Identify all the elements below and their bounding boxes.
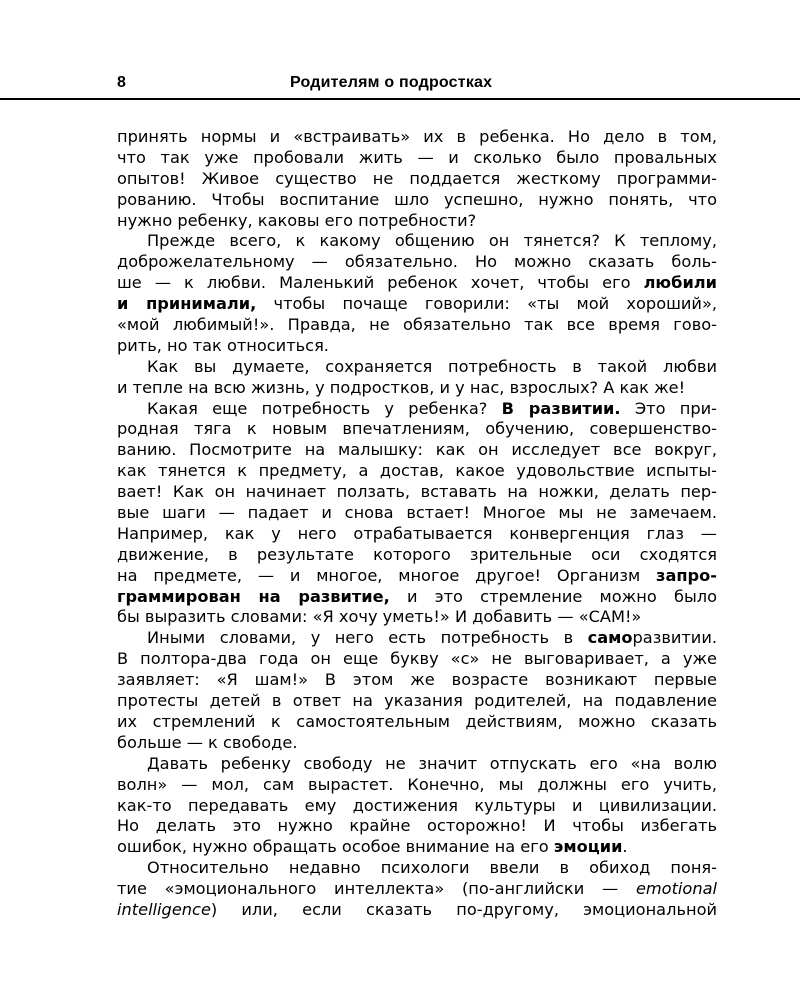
bold-run: и принимали, xyxy=(117,294,257,314)
text-run: . xyxy=(622,837,628,857)
text-line: В полтора-два года он еще букву «с» не выговаривает, а уже xyxy=(117,649,717,669)
body-text xyxy=(117,127,717,921)
text-line: волн» — мол, сам вырастет. Конечно, мы должны его учить, xyxy=(117,774,717,794)
running-header xyxy=(0,74,800,96)
text-line: рить, но так относиться. xyxy=(117,335,329,355)
text-line: как-то передавать ему достижения культуры и цивилизации. xyxy=(117,795,717,815)
text-line: «мой любимый!». Правда, не обязательно так все время гово- xyxy=(117,315,717,335)
text-line: больше — к свободе. xyxy=(117,732,298,752)
text-line: Относительно недавно психологи ввели в обиход поня- xyxy=(147,858,717,878)
text-line: опытов! Живое существо не поддается жесткому программи- xyxy=(117,168,717,188)
text-line xyxy=(117,628,717,649)
text-line: Например, как у него отрабатывается конвергенция глаз — xyxy=(117,523,717,543)
text-line: вает! Как он начинает ползать, вставать на ножки, делать пер- xyxy=(117,482,717,502)
text-line: Но делать это нужно крайне осторожно! И чтобы избегать xyxy=(117,816,717,836)
text-run: и это стремление можно было xyxy=(389,586,717,606)
bold-run: граммирован на развитие, xyxy=(117,586,390,606)
text-run: ше — к любви. Маленький ребенок хочет, чтобы его xyxy=(117,273,644,293)
text-line: родная тяга к новым впечатлениям, обучению, совершенство- xyxy=(117,419,717,439)
text-run: Иными словами, у него есть потребность в xyxy=(147,628,588,648)
text-line: их стремлений к самостоятельным действиям, можно сказать xyxy=(117,711,717,731)
text-line: ванию. Посмотрите на малышку: как он исследует все вокруг, xyxy=(117,440,717,460)
text-run: на предмете, — и многое, многое другое! Организм xyxy=(117,565,657,585)
header-rule xyxy=(0,98,800,100)
text-line: Прежде всего, к какому общению он тянется? К теплому, xyxy=(147,231,717,251)
text-line xyxy=(117,587,717,608)
text-line: бы выразить словами: «Я хочу уметь!» И добавить — «САМ!» xyxy=(117,607,642,627)
text-line xyxy=(117,900,717,921)
text-line: Давать ребенку свободу не значит отпускать его «на волю xyxy=(147,753,717,773)
text-run: Какая еще потребность у ребенка? xyxy=(147,398,502,418)
text-line: Как вы думаете, сохраняется потребность в такой любви xyxy=(147,356,717,376)
text-line xyxy=(117,399,717,420)
text-line: протесты детей в ответ на указания родителей, на подавление xyxy=(117,691,717,711)
page-number: 8 xyxy=(117,74,126,91)
bold-run: запро- xyxy=(656,565,717,585)
text-line xyxy=(117,879,717,900)
bold-run: само xyxy=(587,628,633,648)
text-line xyxy=(117,294,717,315)
text-run: чтобы почаще говорили: «ты мой хороший», xyxy=(256,294,717,314)
text-line: доброжелательному — обязательно. Но можно сказать боль- xyxy=(117,252,717,272)
text-run: ошибок, нужно обращать особое внимание на его xyxy=(117,837,554,857)
text-line: и тепле на всю жизнь, у подростков, и у нас, взрослых? А как же! xyxy=(117,377,686,397)
bold-run: В развитии. xyxy=(501,398,621,418)
text-line: как тянется к предмету, а достав, какое удовольствие испыты- xyxy=(117,461,717,481)
italic-run: emotional xyxy=(635,879,717,899)
text-run: Это при- xyxy=(620,398,717,418)
text-line xyxy=(117,837,717,858)
text-line: принять нормы и «встраивать» их в ребенка. Но дело в том, xyxy=(117,127,717,146)
running-title: Родителям о подростках xyxy=(290,74,493,91)
text-line: вые шаги — падает и снова встает! Многое мы не замечаем. xyxy=(117,503,717,523)
text-run: тие «эмоционального интеллекта» (по-английски — xyxy=(117,879,636,899)
text-line: нужно ребенку, каковы его потребности? xyxy=(117,210,477,230)
text-run: развитии. xyxy=(632,628,717,648)
italic-run: intelligence xyxy=(117,899,211,919)
text-line: движение, в результате которого зрительные оси сходятся xyxy=(117,544,717,564)
text-line xyxy=(117,566,717,587)
bold-run: любили xyxy=(643,273,717,293)
text-line: что так уже пробовали жить — и сколько было провальных xyxy=(117,147,717,167)
text-line: заявляет: «Я шам!» В этом же возрасте возникают первые xyxy=(117,670,717,690)
text-line: рованию. Чтобы воспитание шло успешно, нужно понять, что xyxy=(117,189,717,209)
text-line xyxy=(117,273,717,294)
text-run: ) или, если сказать по-другому, эмоциональной xyxy=(210,899,717,919)
bold-run: эмоции xyxy=(553,837,623,857)
